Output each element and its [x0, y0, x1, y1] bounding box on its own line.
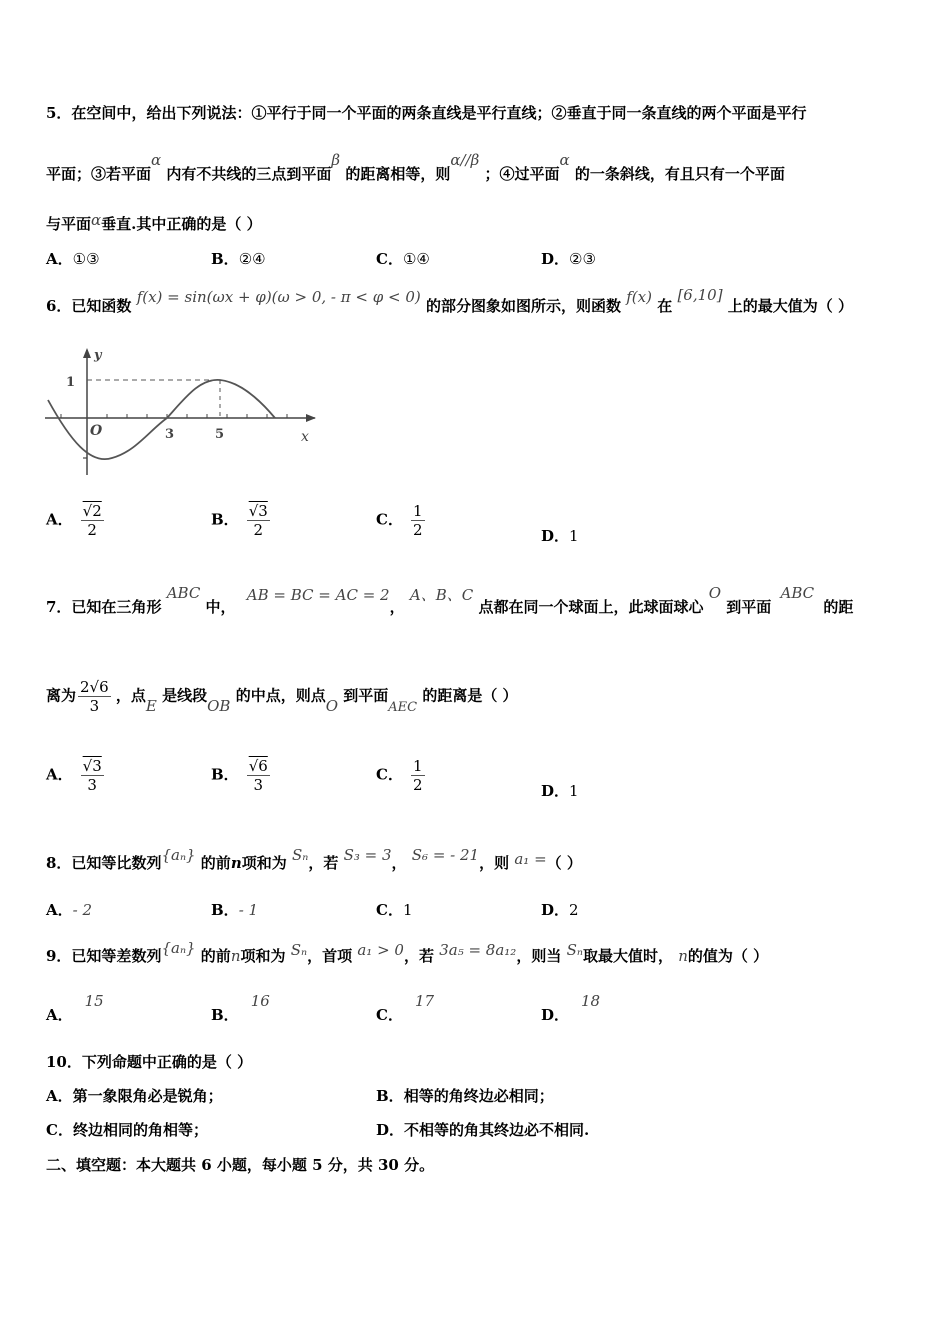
- q5-option-c: C．①④: [376, 250, 430, 268]
- q7-line2: 离为 $\frac{2√6}{3}$ ，点E 是线段OB 的中点，则点O 到平面AEC 的距离是（ ）: [46, 678, 518, 715]
- y-axis-arrow: [83, 348, 91, 358]
- q7-option-a: A． $\frac{√3}{3}$: [46, 757, 102, 794]
- q7-line1: 7．已知在三角形 ABC 中， AB = BC = AC = 2， A、B、C 点都在同一个球面上，此球面球心 O 到平面 ABC 的距: [46, 584, 854, 616]
- q10-option-a: A．第一象限角必是锐角；: [46, 1087, 223, 1105]
- three-label: 3: [165, 427, 175, 442]
- q10-option-d: D．不相等的角其终边必不相同.: [376, 1121, 590, 1139]
- q5-line2: 平面；③若平面α 内有不共线的三点到平面β 的距离相等，则α//β ；④过平面α 的一条斜线，有且只有一个平面: [46, 151, 785, 183]
- q9-option-a: A．15: [46, 992, 104, 1024]
- q9-stem: 9．已知等差数列{aₙ} 的前n项和为 Sₙ，首项 a₁ > 0，若 3a₅ = 8a₁₂，则当 Sₙ取最大值时， n的值为（ ）: [46, 939, 769, 965]
- q8-option-b: B．- 1: [211, 901, 259, 919]
- q10-option-b: B．相等的角终边必相同；: [376, 1087, 554, 1105]
- q5-option-a: A．①③: [46, 250, 100, 268]
- sine-graph: [40, 340, 330, 480]
- q5-option-b: B．②④: [211, 250, 266, 268]
- origin-label: O: [90, 423, 103, 439]
- y-label: y: [94, 348, 102, 363]
- sine-curve: [48, 380, 275, 459]
- q6-option-a: A． $\frac{√2}{2}$: [46, 502, 102, 539]
- q7-option-b: B． $\frac{√6}{3}$: [211, 757, 268, 794]
- one-label: 1: [66, 375, 76, 390]
- q10-option-c: C．终边相同的角相等；: [46, 1121, 208, 1139]
- q8-option-c: C．1: [376, 901, 413, 919]
- q6-option-b: B． $\frac{√3}{2}$: [211, 502, 268, 539]
- q6-option-c: C． $\frac{1}{2}$: [376, 502, 423, 539]
- x-label: x: [301, 429, 309, 445]
- section-2-heading: 二、填空题：本大题共 6 小题，每小题 5 分，共 30 分。: [46, 1156, 435, 1174]
- q6-stem: 6．已知函数 f(x) = sin(ωx + φ)(ω > 0, - π < φ < 0) 的部分图象如图所示，则函数 f(x) 在 [6,10] 上的最大值为（ ）: [46, 286, 854, 315]
- q5-line1: 5．在空间中，给出下列说法：①平行于同一个平面的两条直线是平行直线；②垂直于同一条直线的两个平面是平行: [46, 104, 807, 122]
- q9-option-b: B．16: [211, 992, 270, 1024]
- x-axis-arrow: [306, 414, 316, 422]
- q8-stem: 8．已知等比数列{aₙ} 的前n项和为 Sₙ，若 S₃ = 3， S₆ = - 21，则 a₁ =（ ）: [46, 846, 582, 872]
- q7-option-c: C． $\frac{1}{2}$: [376, 757, 423, 794]
- five-label: 5: [215, 427, 225, 442]
- q6-option-d: D．1: [541, 527, 579, 545]
- q10-stem: 10．下列命题中正确的是（ ）: [46, 1053, 253, 1071]
- q5-option-d: D．②③: [541, 250, 596, 268]
- q8-option-a: A．- 2: [46, 901, 93, 919]
- q8-option-d: D．2: [541, 901, 579, 919]
- q5-line3: 与平面α垂直.其中正确的是（ ）: [46, 211, 262, 233]
- q7-option-d: D．1: [541, 782, 579, 800]
- q9-option-c: C．17: [376, 992, 435, 1024]
- q9-option-d: D．18: [541, 992, 601, 1024]
